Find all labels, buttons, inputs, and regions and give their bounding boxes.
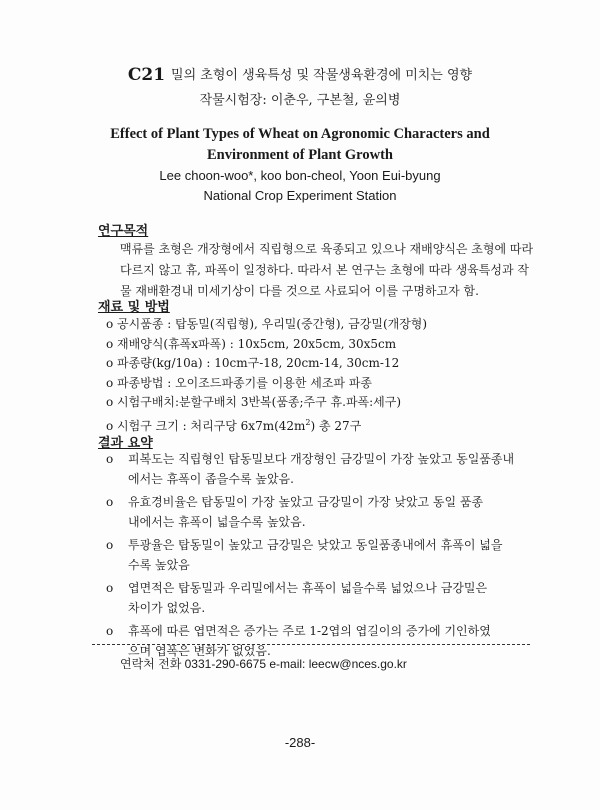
korean-authors: 작물시험장: 이춘우, 구본철, 윤의병 xyxy=(199,93,401,108)
abstract-code: C21 xyxy=(127,65,166,85)
results-item-line: 피복도는 직립형인 탑동밀보다 개장형인 금강밀이 가장 높았고 동일품종내 xyxy=(128,452,515,466)
methods-item: o 파종량(kg/10a) : 10cm구-18, 20cm-14, 30cm-12 xyxy=(106,356,400,370)
methods-heading: 재료 및 방법 xyxy=(98,300,170,315)
results-item-line: 내에서는 휴폭이 넓을수록 높았음. xyxy=(128,514,306,529)
plot-size-text-end: ) 총 27구 xyxy=(310,418,362,433)
methods-item-plot-size xyxy=(106,413,427,437)
results-item-line: 투광율은 탑동밀이 높았고 금강밀은 낮았고 동일품종내에서 휴폭이 넓을 xyxy=(128,538,503,552)
results-item xyxy=(106,579,546,618)
english-title-line-2: Environment of Plant Growth xyxy=(207,147,393,163)
results-list xyxy=(106,450,546,665)
methods-item: o 공시품종 : 탑동밀(직립형), 우리밀(중간형), 금강밀(개장형) xyxy=(106,317,428,331)
page-number: -288- xyxy=(284,735,316,750)
methods-item: o 파종방법 : 오이조드파종기를 이용한 세조파 파종 xyxy=(106,375,372,390)
results-heading: 결과 요약 xyxy=(98,436,153,451)
objective-line: 물 재배환경내 미세기상이 다를 것으로 사료되어 이를 구명하고자 함. xyxy=(120,284,479,298)
english-title xyxy=(0,124,600,166)
bullet: o xyxy=(106,624,114,638)
english-title-line-1: Effect of Plant Types of Wheat on Agronomic Characters and xyxy=(110,126,490,142)
results-item xyxy=(106,536,546,575)
results-item-line: 휴폭에 따른 엽면적은 증가는 주로 1-2엽의 엽길이의 증가에 기인하였 xyxy=(128,624,491,638)
english-authors-block xyxy=(0,166,600,206)
english-affiliation: National Crop Experiment Station xyxy=(203,188,397,203)
korean-title xyxy=(0,66,600,85)
methods-item: o 재배양식(휴폭x파폭) : 10x5cm, 20x5cm, 30x5cm xyxy=(106,336,397,351)
plot-size-text: o 시험구 크기 : 처리구당 6x7m(42m xyxy=(106,418,306,433)
results-item xyxy=(106,450,546,489)
results-item-line: 수록 높았음 xyxy=(128,557,190,572)
results-item-line: 차이가 없었음. xyxy=(128,600,206,615)
results-item-line: 에서는 휴폭이 좁을수록 높았음. xyxy=(128,471,294,486)
results-item xyxy=(106,493,546,532)
plot-size-superscript: 2 xyxy=(305,417,311,427)
bullet: o xyxy=(106,452,114,466)
korean-title-text: 밀의 초형이 생육특성 및 작물생육환경에 미치는 영향 xyxy=(171,68,473,83)
dashed-divider xyxy=(92,644,530,645)
results-item-line: 유효경비율은 탑동밀이 가장 높았고 금강밀이 가장 낮았고 동일 품종 xyxy=(128,495,484,509)
results-item-line: 엽면적은 탑동밀과 우리밀에서는 휴폭이 넓을수록 넓었으나 금강밀은 xyxy=(128,581,488,595)
objective-heading: 연구목적 xyxy=(98,224,149,239)
objective-line: 다르지 않고 휴, 파폭이 일정하다. 따라서 본 연구는 초형에 따라 생육특성과 작 xyxy=(120,263,529,277)
bullet: o xyxy=(106,538,114,552)
results-item-line: 으며 엽폭은 변화가 없었음. xyxy=(128,643,271,658)
methods-item: o 시험구배치:분할구배치 3반복(품종;주구 휴.파폭:세구) xyxy=(106,395,402,409)
methods-list xyxy=(106,315,427,436)
objective-line: 맥류를 초형은 개장형에서 직립형으로 육종되고 있으나 재배양식은 초형에 따라 xyxy=(120,242,534,256)
bullet: o xyxy=(106,495,114,509)
contact-info: 연락처 전화 0331-290-6675 e-mail: leecw@nces.go.kr xyxy=(120,657,407,671)
english-authors: Lee choon-woo*, koo bon-cheol, Yoon Eui-byung xyxy=(159,168,441,183)
objective-paragraph xyxy=(120,239,534,302)
bullet: o xyxy=(106,581,114,595)
